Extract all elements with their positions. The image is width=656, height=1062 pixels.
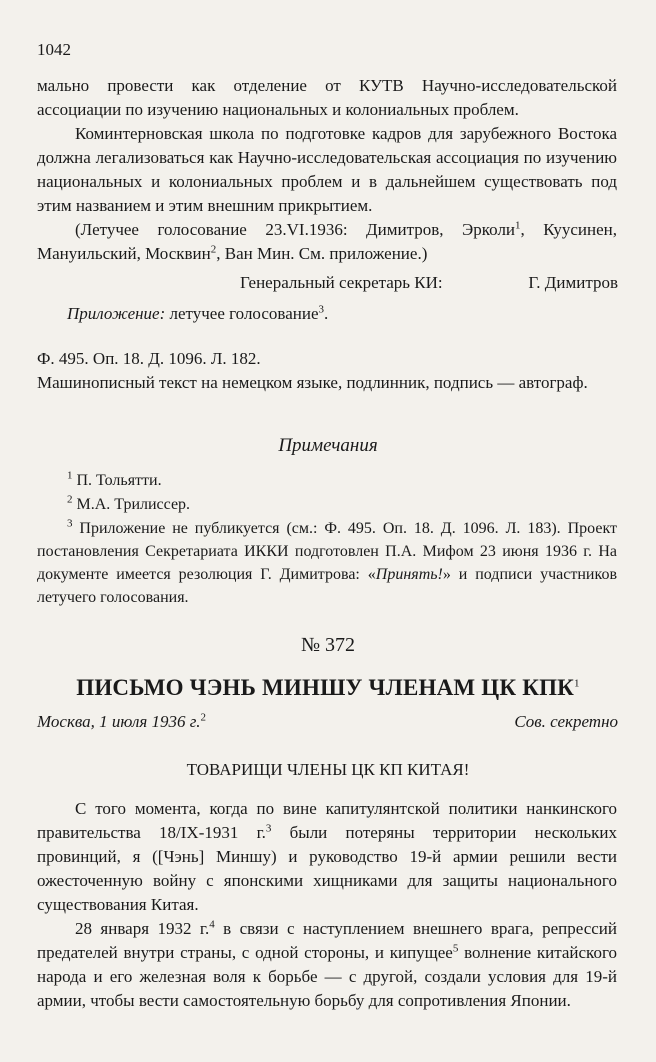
footnote-ref[interactable]: 2 [210, 243, 217, 256]
appendix-end: . [324, 304, 329, 323]
letter-text: были потеряны территории нескольких провинций, я ([Чэнь] Миншу) и руководство 19-й армии решили вести ожесточенную войну с японскими хищниками для защиты национального существования Китая. [37, 823, 617, 914]
vote-note [37, 218, 617, 266]
note-3 [37, 517, 617, 609]
note-text-end: » и подписи участников летучего голосования. [37, 566, 617, 606]
note-number: 1 [67, 469, 73, 482]
footnote-ref[interactable]: 3 [318, 303, 324, 316]
page-number: 1042 [37, 40, 71, 59]
note-text: П. Тольятти. [72, 472, 162, 489]
note-number: 2 [67, 493, 73, 506]
footnote-ref[interactable]: 2 [200, 711, 206, 724]
appendix-text: летучее голосование [165, 304, 319, 323]
note-text: Приложение не публикуется (см.: Ф. 495. Оп. 18. Д. 1096. Л. 183). Проект постановления Секретариата ИККИ подготовлен П.А. Мифом 23 июня 1936 г. На документе имеется резолюция Г. Димитрова: « [37, 520, 617, 583]
document-title-text: ПИСЬМО ЧЭНЬ МИНШУ ЧЛЕНАМ ЦК КПК [76, 675, 575, 700]
paragraph-comintern-school: Коминтерновская школа по подготовке кадров для зарубежного Востока должна легализоваться как Научно-исследовательская ассоциация по изучению национальных и колониальных проблем и в дальнейшем существовать под этим названием и этим внешним прикрытием. [37, 124, 617, 215]
letter-text: 28 января 1932 г. [75, 919, 210, 938]
signature-line [240, 273, 618, 293]
note-text: М.А. Трилиссер. [72, 496, 191, 513]
paragraph-continuation: мально провести как отделение от КУТВ Научно-исследовательской ассоциации по изучению национальных и колониальных проблем. [37, 76, 617, 119]
note-1 [67, 469, 617, 492]
vote-text-start: (Летучее голосование 23.VI.1936: Димитров, Эрколи [75, 220, 516, 239]
note-number: 3 [67, 517, 73, 530]
footnote-ref[interactable]: 4 [209, 918, 215, 931]
letter-address: ТОВАРИЩИ ЧЛЕНЫ ЦК КП КИТАЯ! [186, 760, 470, 779]
letter-paragraph-1 [37, 797, 617, 917]
appendix-line [67, 304, 328, 324]
document-number: № 372 [300, 634, 356, 656]
typewritten-note: Машинописный текст на немецком языке, подлинник, подпись — автограф. [37, 373, 588, 392]
letter-text: волнение китайского народа и его железная воля к борьбе — с другой, создали условия для 19-й армии, чтобы вести самостоятельную борьбу для сопротивления Японии. [37, 943, 617, 1010]
place-date-text: Москва, 1 июля 1936 г. [37, 712, 201, 731]
signature-name: Г. Димитров [528, 273, 618, 292]
vote-text-middle: , Куусинен, Мануильский, Москвин [37, 220, 617, 263]
secrecy-mark: Сов. секретно [514, 712, 618, 731]
place-date [37, 712, 206, 732]
letter-text: С того момента, когда по вине капитулянтской политики нанкинского правительства 18/IX-1931 г. [37, 799, 617, 842]
archive-reference: Ф. 495. Оп. 18. Д. 1096. Л. 182. [37, 349, 261, 368]
notes-heading: Примечания [278, 435, 378, 456]
vote-text-end: , Ван Мин. См. приложение.) [216, 244, 428, 263]
letter-paragraph-2 [37, 917, 617, 1013]
footnote-ref[interactable]: 3 [265, 822, 272, 835]
footnote-ref[interactable]: 1 [574, 677, 580, 690]
appendix-label: Приложение: [67, 304, 166, 323]
footnote-ref[interactable]: 1 [515, 219, 521, 232]
note-2 [67, 493, 617, 516]
footnote-ref[interactable]: 5 [452, 942, 459, 955]
note-resolution: Принять! [375, 566, 443, 583]
document-title [0, 675, 656, 701]
signature-title: Генеральный секретарь КИ: [240, 273, 443, 292]
letter-text: в связи с наступлением внешнего врага, репрессий предателей внутри страны, с одной стороны, и кипущее [37, 919, 618, 962]
